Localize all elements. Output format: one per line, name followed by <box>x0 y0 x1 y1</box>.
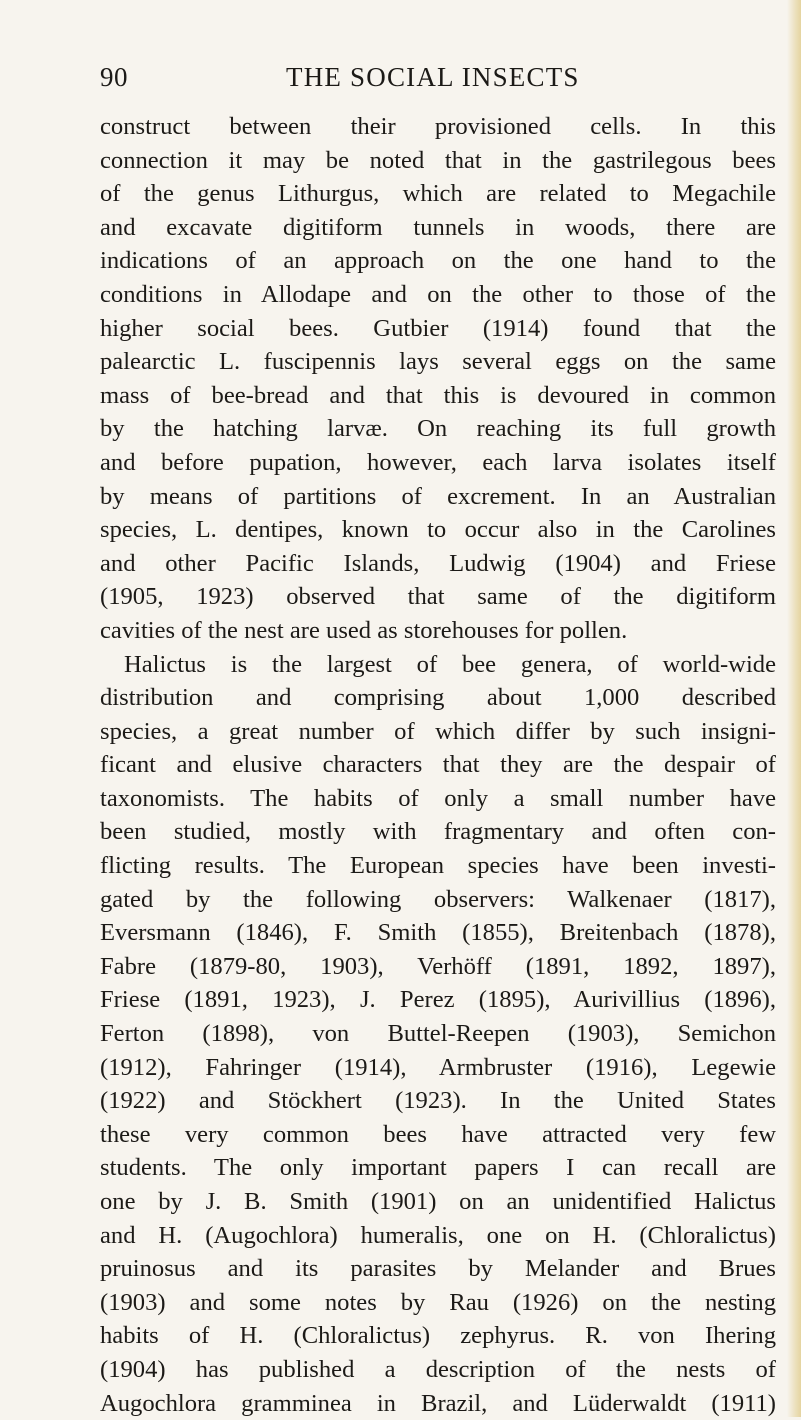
text-line: (1903) and some notes by Rau (1926) on the nesting <box>100 1288 776 1316</box>
text-line: distribution and comprising about 1,000 described <box>100 684 776 712</box>
text-line: and H. (Augochlora) humeralis, one on H. (Chloralictus) <box>100 1221 776 1249</box>
text-line: one by J. B. Smith (1901) on an unidentified Halictus <box>100 1188 776 1215</box>
text-line: (1904) has published a description of the nests of <box>100 1355 776 1383</box>
text-line: habits of H. (Chloralictus) zephyrus. R. von Ihering <box>100 1322 776 1350</box>
text-line: Halictus is the largest of bee genera, of world-wide <box>124 650 776 678</box>
text-line: Friese (1891, 1923), J. Perez (1895), Aurivillius (1896), <box>100 986 776 1014</box>
page-edge-shadow <box>787 0 801 1417</box>
text-line: Ferton (1898), von Buttel-Reepen (1903), Semichon <box>100 1020 776 1048</box>
text-line: species, L. dentipes, known to occur also in the Carolines <box>100 516 776 544</box>
text-line: (1905, 1923) observed that same of the digitiform <box>100 583 776 611</box>
text-line: palearctic L. fuscipennis lays several eggs on the same <box>100 348 776 376</box>
text-line: gated by the following observers: Walkenaer (1817), <box>100 885 776 913</box>
text-line: connection it may be noted that in the gastrilegous bees <box>100 146 776 174</box>
running-head <box>100 62 776 98</box>
text-line: indications of an approach on the one hand to the <box>100 247 776 275</box>
text-line: Augochlora gramminea in Brazil, and Lüderwaldt (1911) <box>100 1389 776 1417</box>
text-line: by means of partitions of excrement. In an Australian <box>100 482 776 510</box>
text-line: of the genus Lithurgus, which are related to Megachile <box>100 180 776 208</box>
text-line: mass of bee-bread and that this is devoured in common <box>100 381 776 409</box>
text-line: (1912), Fahringer (1914), Armbruster (1916), Legewie <box>100 1053 776 1081</box>
text-line: flicting results. The European species have been investi- <box>100 852 776 880</box>
text-line: Eversmann (1846), F. Smith (1855), Breitenbach (1878), <box>100 919 776 947</box>
text-line: and before pupation, however, each larva isolates itself <box>100 448 776 476</box>
page-number: 90 <box>100 62 128 92</box>
text-line: (1922) and Stöckhert (1923). In the United States <box>100 1087 776 1115</box>
text-line: taxonomists. The habits of only a small number have <box>100 784 776 812</box>
text-line: these very common bees have attracted very few <box>100 1120 776 1148</box>
text-line: Fabre (1879-80, 1903), Verhöff (1891, 1892, 1897), <box>100 952 776 980</box>
text-line: by the hatching larvæ. On reaching its full growth <box>100 415 776 443</box>
text-line: higher social bees. Gutbier (1914) found that the <box>100 314 776 342</box>
text-line: construct between their provisioned cells. In this <box>100 113 776 140</box>
text-line: and excavate digitiform tunnels in woods, there are <box>100 213 776 241</box>
text-line: students. The only important papers I can recall are <box>100 1154 776 1182</box>
body-text <box>100 110 776 1420</box>
text-line: species, a great number of which differ by such insigni- <box>100 717 776 745</box>
text-line: pruinosus and its parasites by Melander and Brues <box>100 1255 776 1283</box>
text-line: cavities of the nest are used as storehouses for pollen. <box>100 616 628 644</box>
running-title: THE SOCIAL INSECTS <box>286 62 580 92</box>
text-line: been studied, mostly with fragmentary and often con- <box>100 818 776 846</box>
text-line: ficant and elusive characters that they are the despair of <box>100 751 776 779</box>
text-line: and other Pacific Islands, Ludwig (1904) and Friese <box>100 549 776 577</box>
text-line: conditions in Allodape and on the other to those of the <box>100 280 776 308</box>
